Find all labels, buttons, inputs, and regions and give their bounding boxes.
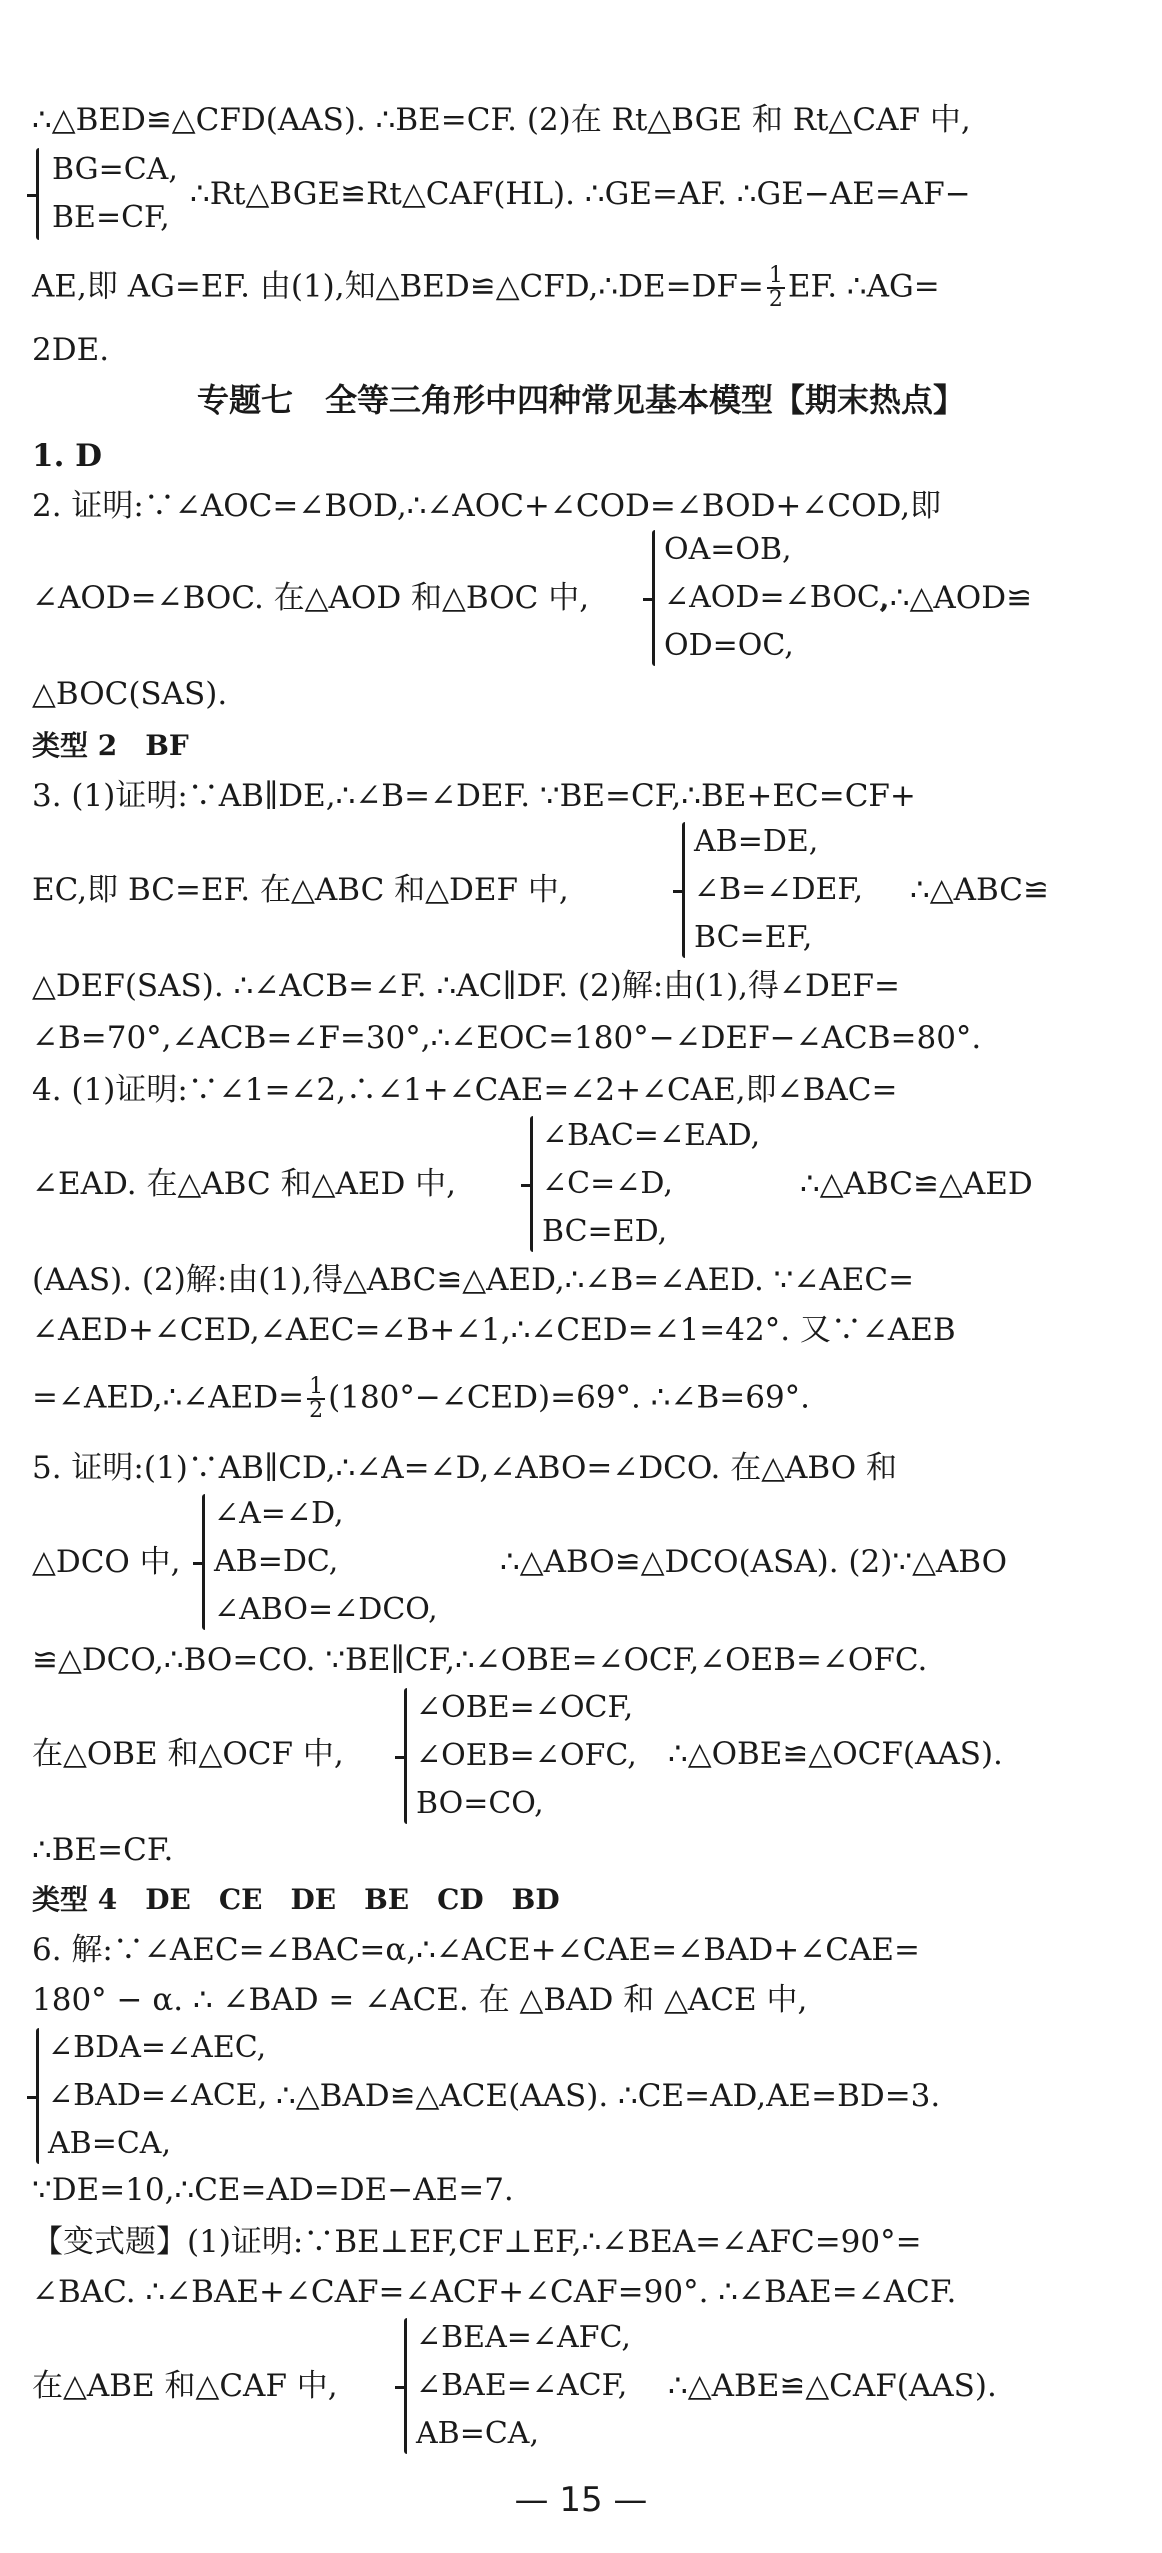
text-line: ∴△ABC≌△AED — [800, 1166, 1033, 1202]
text-line: ∠EAD. 在△ABC 和△AED 中, — [32, 1166, 457, 1202]
section-heading: 专题七 全等三角形中四种常见基本模型【期末热点】 — [196, 381, 965, 419]
text-line: (AAS). (2)解:由(1),得△ABC≌△AED,∴∠B=∠AED. ∵∠AEC= — [32, 1262, 915, 1298]
text-line: 6. 解:∵∠AEC=∠BAC=α,∴∠ACE+∠CAE=∠BAD+∠CAE= — [32, 1932, 920, 1968]
condition-system: ∠BDA=∠AEC, ∠BAD=∠ACE, AB=CA, — [48, 2030, 268, 2161]
text-line: ∠BAC. ∴∠BAE+∠CAF=∠ACF+∠CAF=90°. ∴∠BAE=∠ACF. — [32, 2274, 957, 2310]
text-line: 5. 证明:(1)∵AB∥CD,∴∠A=∠D,∠ABO=∠DCO. 在△ABO 和 — [32, 1450, 898, 1486]
brace — [36, 148, 39, 240]
brace — [530, 1116, 533, 1252]
text-line: =∠AED,∴∠AED= $\frac{1}{2}$ (180°−∠CED)=69°. ∴∠B=69°. — [32, 1374, 811, 1423]
condition-system: AB=DE, ∠B=∠DEF, BC=EF, — [694, 824, 864, 955]
text-line: 2DE. — [32, 332, 110, 368]
text-line — [32, 265, 1124, 311]
text-line: EC,即 BC=EF. 在△ABC 和△DEF 中, — [32, 872, 569, 908]
type-label: 类型 4 DE CE DE BE CD BD — [32, 1883, 560, 1916]
page-number: — 15 — — [514, 2480, 648, 2520]
brace — [652, 530, 655, 666]
text-segment: EF. ∴AG= — [787, 268, 940, 305]
text-line: ∴△ABE≌△CAF(AAS). — [668, 2368, 997, 2404]
text-line: 3. (1)证明:∵AB∥DE,∴∠B=∠DEF. ∵BE=CF,∴BE+EC=CF+ — [32, 778, 916, 814]
brace — [36, 2028, 39, 2164]
condition-system: ∠A=∠D, AB=DC, ∠ABO=∠DCO, — [214, 1496, 438, 1627]
text-line: △DEF(SAS). ∴∠ACB=∠F. ∴AC∥DF. (2)解:由(1),得∠DEF= — [32, 968, 900, 1004]
text-line: 4. (1)证明:∵∠1=∠2,∴∠1+∠CAE=∠2+∠CAE,即∠BAC= — [32, 1072, 898, 1108]
text-line: 180° − α. ∴ ∠BAD = ∠ACE. 在 △BAD 和 △ACE 中, — [32, 1982, 808, 2018]
text-line: 在△OBE 和△OCF 中, — [32, 1736, 344, 1772]
answer-1: 1. D — [32, 438, 103, 474]
text-line: ∴BE=CF. — [32, 1832, 174, 1868]
type-label: 类型 2 BF — [32, 729, 189, 762]
text-line: ∴△OBE≌△OCF(AAS). — [668, 1736, 1003, 1772]
text-line: ∠AED+∠CED,∠AEC=∠B+∠1,∴∠CED=∠1=42°. 又∵∠AEB — [32, 1312, 956, 1348]
text-line: ,∴△AOD≌ — [880, 580, 1033, 616]
condition: BE=CF, — [52, 200, 170, 235]
text-segment: AE,即 AG=EF. 由(1),知△BED≌△CFD,∴DE=DF= — [32, 268, 764, 305]
condition: BG=CA, — [52, 152, 178, 187]
condition-system: ∠BAC=∠EAD, ∠C=∠D, BC=ED, — [542, 1118, 761, 1249]
text-line: 2. 证明:∵∠AOC=∠BOD,∴∠AOC+∠COD=∠BOD+∠COD,即 — [32, 488, 942, 524]
text-line: ∴△ABO≌△DCO(ASA). (2)∵△ABO — [500, 1544, 1008, 1580]
fraction: $\frac{1}{2}$ — [768, 263, 783, 312]
brace — [404, 1688, 407, 1824]
brace — [404, 2318, 407, 2454]
text-line: ∠B=70°,∠ACB=∠F=30°,∴∠EOC=180°−∠DEF−∠ACB=80°. — [32, 1020, 982, 1056]
text-line: △DCO 中, — [32, 1544, 181, 1580]
text-line: 【变式题】(1)证明:∵BE⊥EF,CF⊥EF,∴∠BEA=∠AFC=90°= — [32, 2224, 922, 2260]
condition-system: ∠OBE=∠OCF, ∠OEB=∠OFC, BO=CO, — [416, 1690, 637, 1821]
text-line: ≌△DCO,∴BO=CO. ∵BE∥CF,∴∠OBE=∠OCF,∠OEB=∠OFC. — [32, 1642, 928, 1678]
text-line: ∠AOD=∠BOC. 在△AOD 和△BOC 中, — [32, 580, 590, 616]
fraction: $\frac{1}{2}$ — [309, 1374, 324, 1423]
condition-system: ∠BEA=∠AFC, ∠BAE=∠ACF, AB=CA, — [416, 2320, 631, 2451]
text-line: 在△ABE 和△CAF 中, — [32, 2368, 338, 2404]
condition-system: OA=OB, ∠AOD=∠BOC, OD=OC, — [664, 532, 889, 663]
text-line: ∴△BAD≌△ACE(AAS). ∴CE=AD,AE=BD=3. — [276, 2078, 941, 2114]
condition-system — [52, 146, 178, 242]
text-line: ∴Rt△BGE≌Rt△CAF(HL). ∴GE=AF. ∴GE−AE=AF− — [190, 176, 971, 212]
brace — [682, 822, 685, 958]
text-line: △BOC(SAS). — [32, 676, 228, 712]
text-line: ∵DE=10,∴CE=AD=DE−AE=7. — [32, 2172, 514, 2208]
text-line: ∴△ABC≌ — [910, 872, 1050, 908]
brace — [202, 1494, 205, 1630]
text-line: ∴△BED≌△CFD(AAS). ∴BE=CF. (2)在 Rt△BGE 和 Rt△CAF 中, — [32, 102, 971, 138]
